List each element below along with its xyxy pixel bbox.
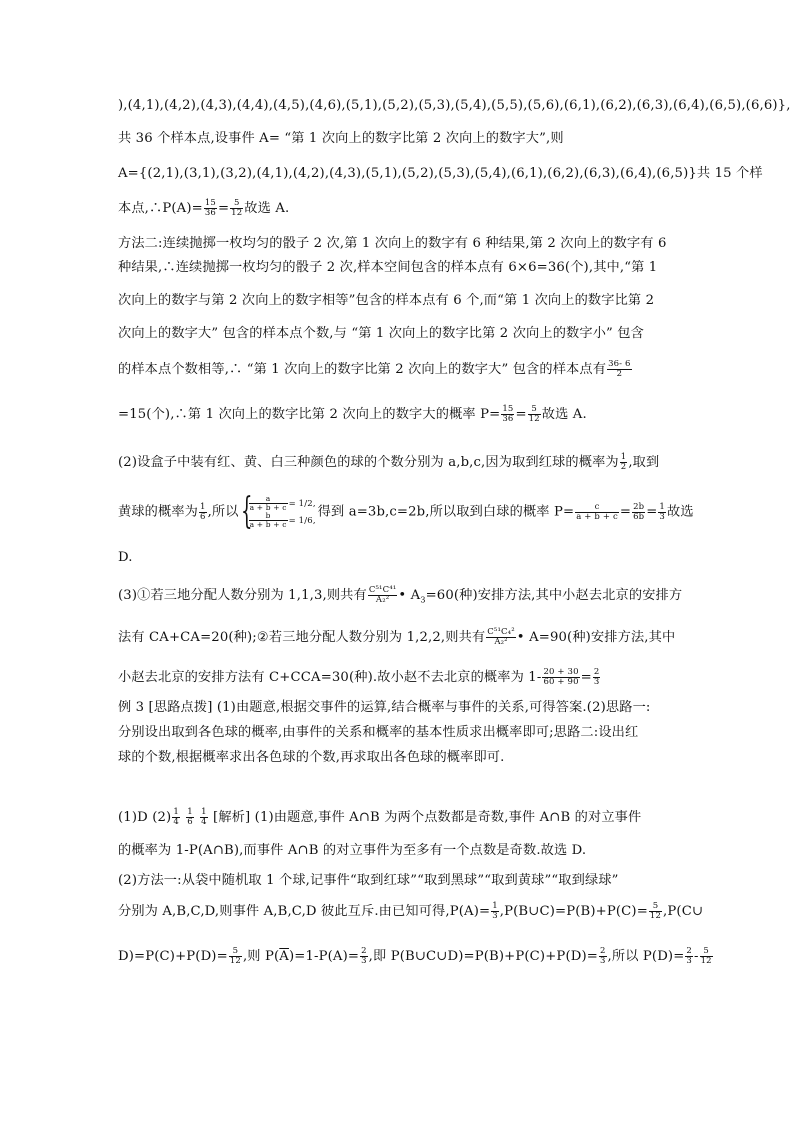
text-line: D)=P(C)+P(D)= $\frac{5}{12}$ ,则 $P(\overline{A})=1-P(A)=$ $\frac{2}{3}$ ,即 P(B∪C∪D)=P(B)+P(C)+P(D)= $\frac{2}{3}$ ,所以 P(D)= $\frac{2}{3}$ - $\frac{5}{12}$ [118,946,712,966]
fraction: $\frac{5}{12}$ [231,198,243,218]
equation-system: { $\frac{a}{a + b + c}$ = 1/2, $\frac{b}{a + b + c}$ = 1/6, [240,491,316,532]
fraction: $\frac{2b}{6b}$ [633,501,645,522]
fraction: $\frac{15}{36}$ [204,198,216,218]
text-line: 本点,∴P(A)= $\frac{15}{36}$ = $\frac{5}{12}$ 故选 A. [118,198,290,218]
text-line: D. [118,550,133,565]
text-line: 法有 CA+CA=20(种);②若三地分配人数分别为 1,2,2,则共有 $\frac{\text{C⁵¹C₄²}}{\text{A₂²}}$ • A=90(种)安排方法,其中 [118,627,676,647]
text-line: A={(2,1),(3,1),(3,2),(4,1),(4,2),(4,3),(5,1),(5,2),(5,3),(5,4),(6,1),(6,2),(6,3),(6,4),(6,5)}共 15 个样 [118,166,763,181]
text-line: 次向上的数字与第 2 次向上的数字相等”包含的样本点有 6 个,而“第 1 次向上的数字比第 2 [118,293,655,308]
text-line: (2)设盒子中装有红、黄、白三种颜色的球的个数分别为 a,b,c,因为取到红球的概率为 $\frac{1}{2}$ ,取到 [118,452,660,472]
fraction: $\frac{20 + 30}{60 + 90}$ [543,667,579,687]
fraction: $\frac{1}{6}$ [187,807,193,827]
text-line: 例 3 [思路点拨] (1)由题意,根据交事件的运算,结合概率与事件的关系,可得答案.(2)思路一: [118,700,651,715]
text-line: (1)D (2) $\frac{1}{4}$ $\frac{1}{6}$ $\frac{1}{4}$ [解析] (1)由题意,事件 A∩B 为两个点数都是奇数,事件 A∩B 的对立事件 [118,807,642,827]
text-line: 共 36 个样本点,设事件 A= “第 1 次向上的数字比第 2 次向上的数字大”,则 [118,131,564,146]
text-line: 的样本点个数相等,∴ “第 1 次向上的数字比第 2 次向上的数字大” 包含的样本点有 $\frac{36- 6}{2}$ [118,359,631,379]
fraction: $\frac{1}{2}$ [620,452,627,472]
text-line: (3)①若三地分配人数分别为 1,1,3,则共有 $\frac{\text{C⁵¹C⁴¹}}{\text{A₂²}}$ • $A_3=60$(种)安排方法,其中小赵去北京的安排方 [118,585,683,605]
fraction: $\frac{5}{12}$ [649,901,662,921]
fraction: $\frac{c}{a + b + c}$ [576,501,618,522]
fraction: $\frac{2}{3}$ [593,667,600,687]
fraction: $\frac{1}{3}$ [659,501,665,522]
fraction: $\frac{\text{C⁵¹C₄²}}{\text{A₂²}}$ [487,627,515,647]
text-line: 分别设出取到各色球的概率,由事件的关系和概率的基本性质求出概率即可;思路二:设出红 [118,725,639,740]
fraction: $\frac{5}{12}$ [229,946,241,966]
fraction: $\frac{5}{12}$ [700,946,712,966]
fraction: $\frac{2}{3}$ [599,946,606,966]
fraction: $\frac{5}{12}$ [528,404,540,424]
fraction: $\frac{36- 6}{2}$ [608,359,631,379]
text-line: =15(个),∴第 1 次向上的数字比第 2 次向上的数字大的概率 P= $\frac{15}{36}$ = $\frac{5}{12}$ 故选 A. [118,404,587,424]
text-line: 的概率为 1-P(A∩B),而事件 A∩B 的对立事件为至多有一个点数是奇数.故选 D. [118,843,587,858]
text-line: 分别为 A,B,C,D,则事件 A,B,C,D 彼此互斥.由已知可得,P(A)= $\frac{1}{3}$ ,P(B∪C)=P(B)+P(C)= $\frac{5}{12}$ ,P(C∪ [118,901,704,921]
text-line: 球的个数,根据概率求出各色球的个数,再求取出各色球的概率即可. [118,750,505,765]
text-line: (2)方法一:从袋中随机取 1 个球,记事件“取到红球”“取到黑球”“取到黄球”“取到绿球” [118,873,619,888]
brace-icon: { [240,491,253,532]
fraction: $\frac{2}{3}$ [361,946,367,966]
text-line: 小赵去北京的安排方法有 C+CCA=30(种).故小赵不去北京的概率为 1- $\frac{20 + 30}{60 + 90}$ = $\frac{2}{3}$ [118,667,600,687]
fraction: $\frac{1}{3}$ [492,901,498,921]
text-line: 次向上的数字大” 包含的样本点个数,与 “第 1 次向上的数字比第 2 次向上的数字小” 包含 [118,326,644,341]
text-line: 种结果,∴连续抛掷一枚均匀的骰子 2 次,样本空间包含的样本点有 6×6=36(个),其中,“第 1 [118,260,658,275]
fraction: $\frac{2}{3}$ [686,946,692,966]
fraction: $\frac{1}{4}$ [201,807,207,827]
fraction: $\frac{15}{36}$ [502,404,514,424]
text-line: 方法二:连续抛掷一枚均匀的骰子 2 次,第 1 次向上的数字有 6 种结果,第 2 次向上的数字有 6 [118,236,667,251]
text-line: ),(4,1),(4,2),(4,3),(4,4),(4,5),(4,6),(5,1),(5,2),(5,3),(5,4),(5,5),(5,6),(6,1),(6,2),(6,3),(6,4),(6,5),(6,6)}, [118,98,791,113]
fraction: $\frac{\text{C⁵¹C⁴¹}}{\text{A₂²}}$ [368,585,397,605]
fraction: $\frac{1}{4}$ [173,807,179,827]
text-line: 黄球的概率为 $\frac{1}{6}$ ,所以 { $\frac{a}{a + b + c}$ = 1/2, $\frac{b}{a + b + c}$ = 1/6, 得到 a=3b,c=2b,所以取到白球的概率 P= $\frac{c}{a + b + c}$ = $\frac{2b}{6b}$ = $\frac{1}{3}$ 故选 [118,491,694,532]
fraction: $\frac{1}{6}$ [200,501,206,522]
